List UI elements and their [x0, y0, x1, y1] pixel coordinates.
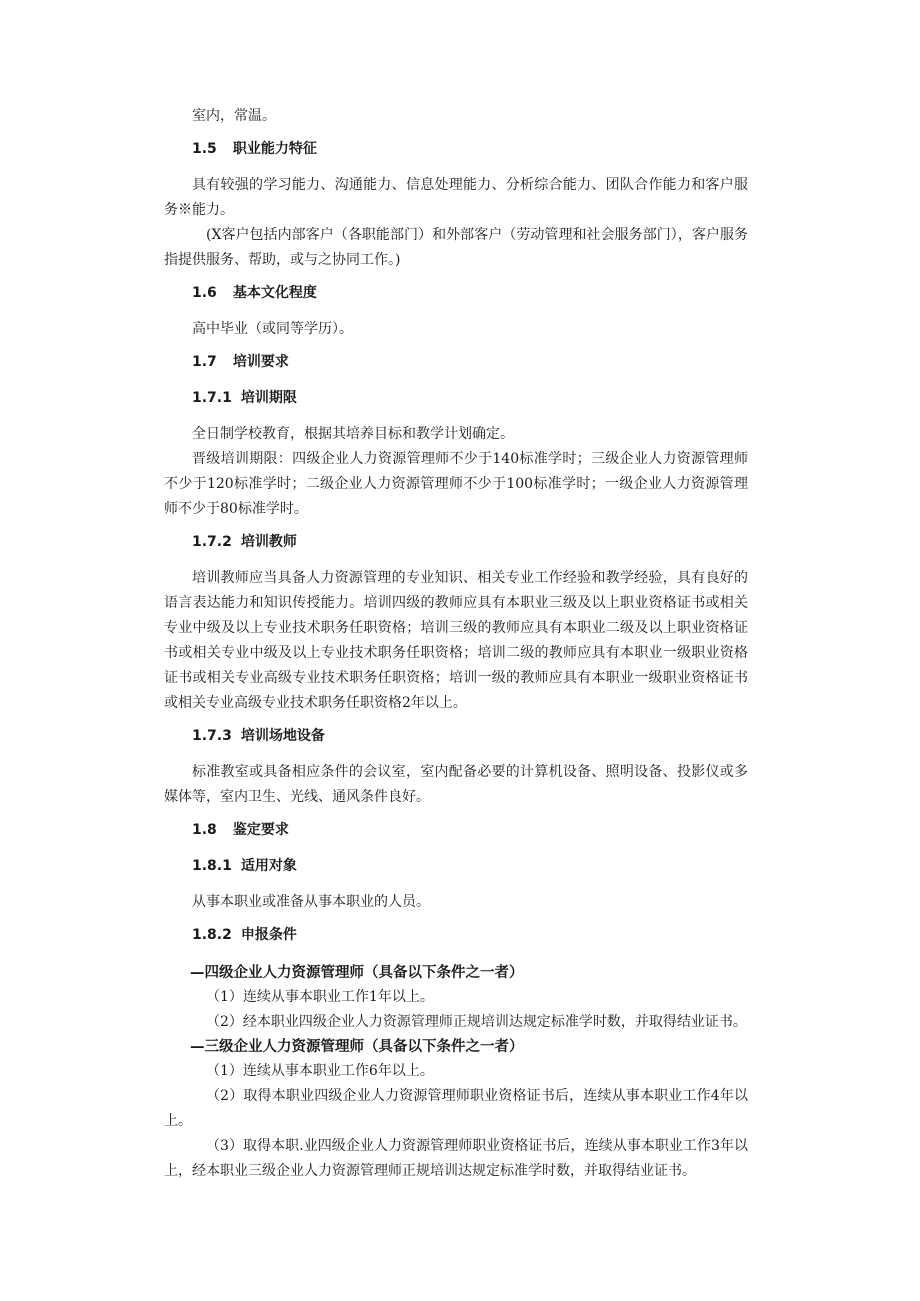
document-body — [164, 104, 748, 1184]
paragraph-environment: 室内，常温。 — [192, 108, 276, 124]
paragraph-fulltime: 全日制学校教育，根据其培养目标和教学计划确定。 — [192, 426, 514, 442]
heading-1-5 — [164, 137, 748, 161]
level-3-item: （2）取得本职业四级企业人力资源管理师职业资格证书后，连续从事本职业工作4年以上。 — [164, 1088, 748, 1129]
heading-title: 培训教师 — [240, 534, 297, 550]
heading-number: 1.6 — [192, 285, 217, 301]
level-3-title: —三级企业人力资源管理师（具备以下条件之一者） — [190, 1039, 524, 1055]
paragraph-target: 从事本职业或准备从事本职业的人员。 — [192, 894, 430, 910]
level-3-item: （3）取得本职.业四级企业人力资源管理师职业资格证书后，连续从事本职业工作3年以上，经本职业三级企业人力资源管理师正规培训达规定标准学时数，并取得结业证书。 — [164, 1138, 748, 1179]
heading-number: 1.7.3 — [192, 728, 232, 744]
heading-number: 1.5 — [192, 141, 217, 157]
paragraph-period: 晋级培训期限：四级企业人力资源管理师不少于140标准学时；三级企业人力资源管理师不少于120标准学时；二级企业人力资源管理师不少于100标准学时；一级企业人力资源管理师不少于80标准学时。 — [164, 451, 748, 517]
heading-title: 申报条件 — [240, 927, 297, 943]
heading-number: 1.7.2 — [192, 534, 232, 550]
paragraph-education: 高中毕业（或同等学历）。 — [192, 321, 353, 337]
heading-1-8-1 — [164, 854, 748, 878]
heading-title: 基本文化程度 — [232, 285, 317, 301]
paragraph-ability: 具有较强的学习能力、沟通能力、信息处理能力、分析综合能力、团队合作能力和客户服务※能力。 — [164, 177, 748, 218]
paragraph-note: (X客户包括内部客户（各职能部门）和外部客户（劳动管理和社会服务部门），客户服务指提供服务、帮助，或与之协同工作。) — [164, 227, 748, 268]
heading-number: 1.8.2 — [192, 927, 232, 943]
heading-number: 1.7 — [192, 354, 217, 370]
heading-title: 适用对象 — [240, 858, 297, 874]
heading-1-8 — [164, 818, 748, 842]
heading-1-7-1 — [164, 386, 748, 410]
heading-number: 1.8 — [192, 822, 217, 838]
heading-title: 培训场地设备 — [240, 728, 325, 744]
heading-title: 培训期限 — [240, 390, 297, 406]
level-4-title: —四级企业人力资源管理师（具备以下条件之一者） — [190, 965, 524, 981]
heading-1-7 — [164, 350, 748, 374]
heading-1-6 — [164, 281, 748, 305]
heading-1-8-2 — [164, 923, 748, 947]
heading-number: 1.7.1 — [192, 390, 232, 406]
heading-title: 鉴定要求 — [232, 822, 289, 838]
paragraph-teacher: 培训教师应当具备人力资源管理的专业知识、相关专业工作经验和教学经验，具有良好的语言表达能力和知识传授能力。培训四级的教师应具有本职业三级及以上职业资格证书或相关专业中级及以上专业技术职务任职资格；培训三级的教师应具有本职业二级及以上职业资格证书或相关专业中级及以上专业技术职务任职资格；培训二级的教师应具有本职业一级职业资格证书或相关专业高级专业技术职务任职资格；培训一级的教师应具有本职业一级职业资格证书或相关专业高级专业技术职务任职资格2年以上。 — [164, 570, 748, 711]
heading-1-7-3 — [164, 724, 748, 748]
level-3-item: （1）连续从事本职业工作6年以上。 — [206, 1063, 434, 1079]
heading-number: 1.8.1 — [192, 858, 232, 874]
paragraph-venue: 标准教室或具备相应条件的会议室，室内配备必要的计算机设备、照明设备、投影仪或多媒体等，室内卫生、光线、通风条件良好。 — [164, 764, 748, 805]
level-4-item: （1）连续从事本职业工作1年以上。 — [206, 989, 434, 1005]
heading-title: 职业能力特征 — [232, 141, 317, 157]
level-4-item: （2）经本职业四级企业人力资源管理师正规培训达规定标准学时数，并取得结业证书。 — [206, 1014, 747, 1030]
heading-1-7-2 — [164, 530, 748, 554]
heading-title: 培训要求 — [232, 354, 289, 370]
